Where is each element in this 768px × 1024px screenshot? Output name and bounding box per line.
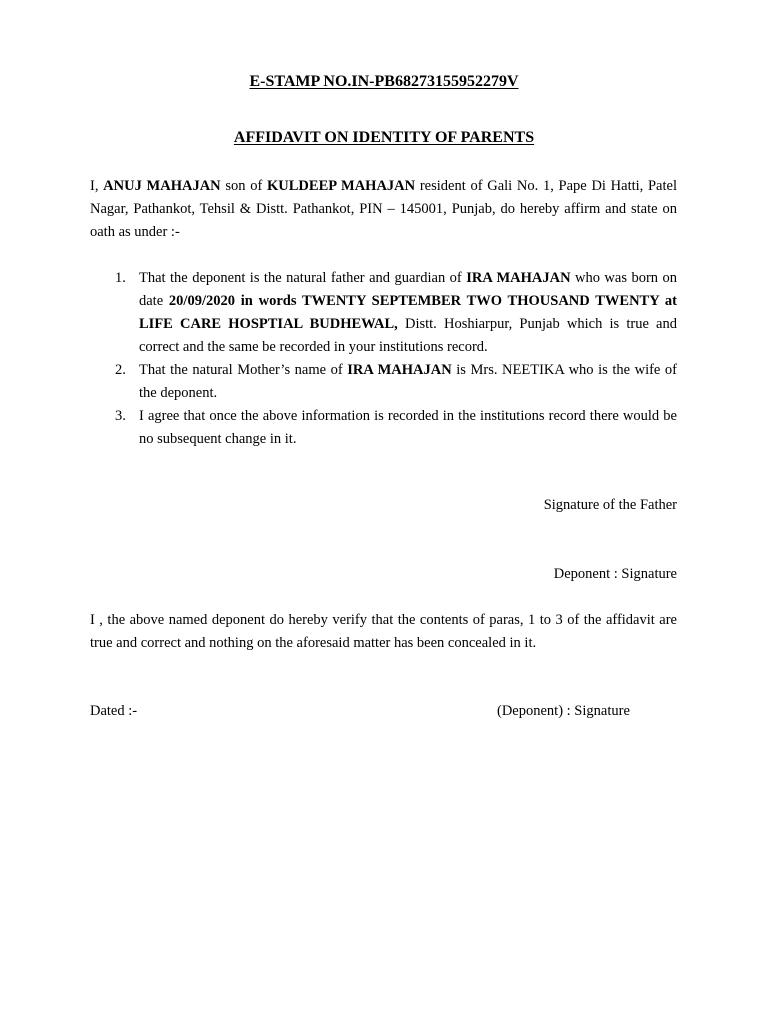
clause-text: is Mrs. NEETIKA who is the wife of the deponent.: [139, 362, 678, 401]
clause-number: 1.: [115, 270, 126, 286]
clause-item: [90, 405, 677, 451]
clause-text: who was born on date: [139, 270, 677, 309]
clause-item: [90, 359, 677, 405]
verification-paragraph: I , the above named deponent do hereby verify that the contents of paras, 1 to 3 of the affidavit are true and correct and nothing on the aforesaid matter has been concealed in it.: [90, 612, 677, 651]
affidavit-title: AFFIDAVIT ON IDENTITY OF PARENTS: [233, 129, 535, 146]
birth-details: 20/09/2020 in words TWENTY SEPTEMBER TWO THOUSAND TWENTY at LIFE CARE HOSPTIAL BUDHEWAL,: [139, 293, 677, 332]
intro-text-2: son of: [220, 178, 268, 194]
clause-text: That the deponent is the natural father and guardian of: [139, 270, 467, 286]
estamp-heading: E-STAMP NO.IN-PB68273155952279V: [249, 73, 519, 90]
clause-text: That the natural Mother’s name of: [139, 362, 348, 378]
affidavit-clauses: [90, 267, 677, 451]
intro-paragraph: [90, 175, 677, 244]
intro-text-1: I,: [90, 178, 104, 194]
deponent-signature-label: Deponent : Signature: [553, 566, 677, 582]
clause-number: 2.: [115, 362, 126, 378]
dated-label: Dated :-: [90, 703, 138, 719]
father-of-deponent-name: KULDEEP MAHAJAN: [267, 178, 416, 194]
deponent-name: ANUJ MAHAJAN: [103, 178, 221, 194]
clause-item: [90, 267, 677, 359]
clause-text: I agree that once the above information is recorded in the institutions record there would be no subsequent change in it.: [139, 408, 677, 447]
deponent-signature-footer: (Deponent) : Signature: [497, 703, 630, 719]
child-name: IRA MAHAJAN: [466, 270, 571, 286]
intro-text-3: resident of Gali No. 1, Pape Di Hatti, Patel Nagar, Pathankot, Tehsil & Distt. Pathankot, PIN – 145001, Punjab, do hereby affirm and state on oath as under :-: [90, 178, 677, 240]
child-name: IRA MAHAJAN: [347, 362, 452, 378]
father-signature-label: Signature of the Father: [543, 497, 677, 513]
clause-text: Distt. Hoshiarpur, Punjab which is true and correct and the same be recorded in your institutions record.: [139, 316, 677, 355]
clause-number: 3.: [115, 408, 126, 424]
